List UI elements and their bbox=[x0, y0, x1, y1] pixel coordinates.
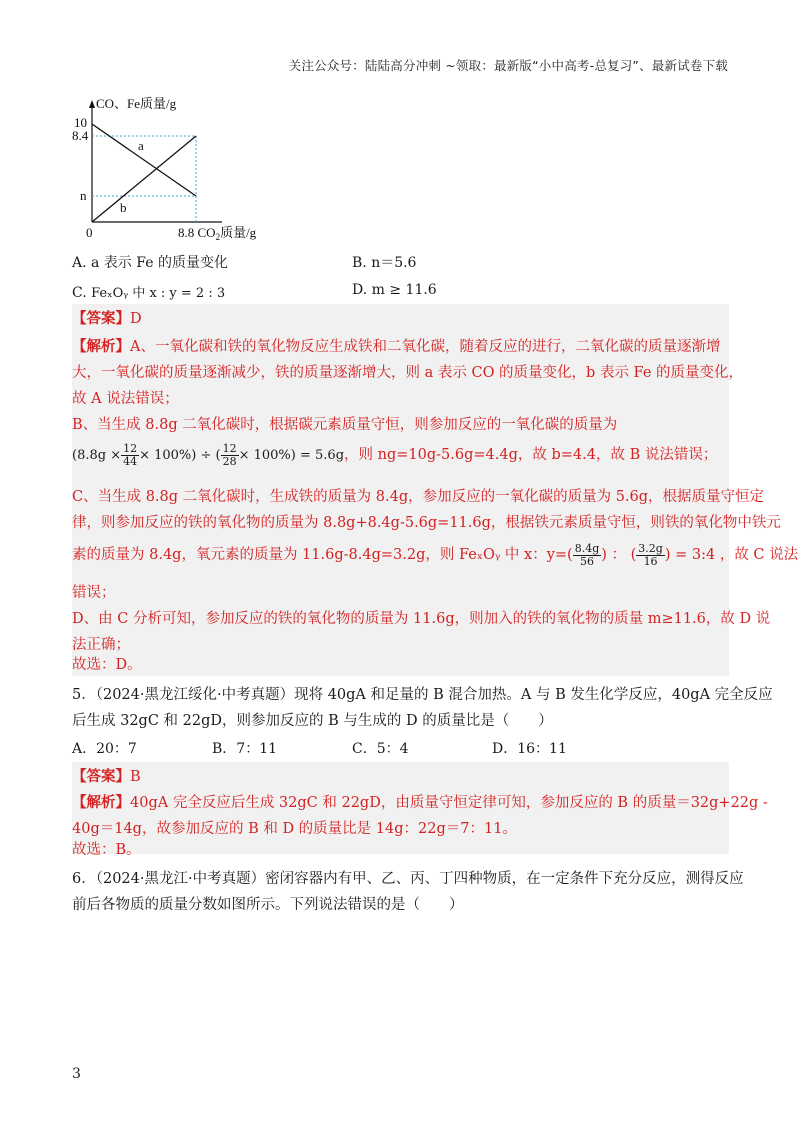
q4-expl-line-1 bbox=[72, 340, 720, 355]
q4-expl-line-5 bbox=[72, 438, 717, 472]
q5-option-b: B．7：11 bbox=[212, 741, 278, 757]
tick-0: 0 bbox=[86, 225, 93, 240]
q4-expl-tag: 【解析】 bbox=[72, 338, 130, 355]
q4-expl-line-6: C、当生成 8.8g 二氧化碳时，生成铁的质量为 8.4g，参加反应的一氧化碳的质量为 5.6g，根据质量守恒定 bbox=[72, 489, 765, 505]
label-b: b bbox=[120, 200, 127, 215]
frac-numerator: 12 bbox=[123, 441, 138, 455]
q4-expl-line-11: 法正确； bbox=[72, 637, 130, 653]
q5-expl-text-1: 40gA 完全反应后生成 32gC 和 22gD，由质量守恒定律可知，参加反应的 B 的质量＝32g+22g - bbox=[130, 795, 768, 811]
q4-answer-value: D bbox=[130, 311, 142, 327]
fraction-3-2-16 bbox=[636, 543, 665, 567]
q5-expl-tag: 【解析】 bbox=[72, 794, 130, 811]
q4-answer-tag: 【答案】 bbox=[72, 310, 130, 327]
tick-10: 10 bbox=[74, 115, 87, 130]
tick-8-4: 8.4 bbox=[72, 128, 89, 143]
q5-expl-line-1 bbox=[72, 796, 768, 811]
y-axis-label: CO、Fe质量/g bbox=[96, 96, 177, 111]
line-a bbox=[92, 124, 196, 196]
y-axis-arrow-icon bbox=[89, 100, 95, 108]
page-header: 关注公众号：陆陆高分冲刺 ~领取：最新版“小中高考-总复习”、最新试卷下载 bbox=[288, 58, 728, 73]
q4-expl-text-8c: ) = 3:4 ，故 C 说法 bbox=[664, 546, 799, 563]
q4-expl-text-5: ，则 ng=10g-5.6g=4.4g，故 b=4.4，故 B 说法错误； bbox=[344, 446, 718, 463]
q5-expl-line-3: 故选：B。 bbox=[72, 842, 141, 858]
line-b bbox=[92, 136, 196, 222]
q4-expl-line-4: B、当生成 8.8g 二氧化碳时，根据碳元素质量守恒，则参加反应的一氧化碳的质量为 bbox=[72, 417, 618, 433]
fraction-12-44 bbox=[121, 443, 139, 467]
formula-part-1: (8.8g × bbox=[72, 447, 122, 463]
q6-stem-line-2: 前后各物质的质量分数如图所示。下列说法错误的是（ ） bbox=[72, 897, 464, 913]
q4-answer bbox=[72, 312, 142, 327]
q5-option-a: A．20：7 bbox=[72, 741, 137, 757]
q5-expl-line-2: 40g＝14g，故参加反应的 B 和 D 的质量比是 14g：22g＝7：11。 bbox=[72, 821, 517, 837]
frac-numerator: 8.4g bbox=[574, 541, 600, 555]
q4-expl-line-3: 故 A 说法错误； bbox=[72, 391, 179, 407]
q5-stem-line-1: 5．（2024·黑龙江绥化·中考真题）现将 40gA 和足量的 B 混合加热。A 与 B 发生化学反应，40gA 完全反应 bbox=[72, 687, 773, 703]
option-c bbox=[72, 282, 225, 301]
mass-graph-svg bbox=[72, 96, 292, 246]
q4-expl-line-7: 律，则参加反应的铁的氧化物的质量为 8.8g+8.4g-5.6g=11.6g，根据铁元素质量守恒，则铁的氧化物中铁元 bbox=[72, 515, 781, 531]
q5-option-c: C．5：4 bbox=[352, 741, 409, 757]
q4-expl-line-12: 故选：D。 bbox=[72, 657, 142, 673]
mass-graph bbox=[72, 96, 292, 246]
frac-denominator: 56 bbox=[579, 554, 594, 568]
q4-expl-line-8 bbox=[72, 538, 798, 572]
q4-expl-line-10: D、由 C 分析可知，参加反应的铁的氧化物的质量为 11.6g，则加入的铁的氧化物的质量 m≥11.6，故 D 说 bbox=[72, 611, 771, 627]
q5-stem-line-2: 后生成 32gC 和 22gD，则参加反应的 B 与生成的 D 的质量比是（ ） bbox=[72, 713, 553, 729]
option-c-formula: FeₓOᵧ 中 x : y = 2 : 3 bbox=[91, 286, 226, 301]
q4-expl-line-9: 错误； bbox=[72, 585, 116, 601]
tick-n: n bbox=[80, 188, 87, 203]
option-a: A. a 表示 Fe 的质量变化 bbox=[72, 255, 228, 271]
page-number: 3 bbox=[72, 1066, 81, 1082]
option-d: D. m ≥ 11.6 bbox=[352, 282, 437, 298]
frac-numerator: 12 bbox=[222, 441, 237, 455]
q4-expl-text-1: A、一氧化碳和铁的氧化物反应生成铁和二氧化碳，随着反应的进行，二氧化碳的质量逐渐增 bbox=[130, 339, 721, 355]
label-a: a bbox=[138, 138, 144, 153]
q6-stem-line-1: 6．（2024·黑龙江·中考真题）密闭容器内有甲、乙、丙、丁四种物质，在一定条件下充分反应，测得反应 bbox=[72, 871, 744, 887]
formula-part-2: × 100%) ÷ ( bbox=[139, 447, 221, 463]
option-b: B. n＝5.6 bbox=[352, 255, 417, 271]
q4-expl-line-2: 大，一氧化碳的质量逐渐减少，铁的质量逐渐增大，则 a 表示 CO 的质量变化，b 表示 Fe 的质量变化， bbox=[72, 365, 744, 381]
option-c-prefix: C. bbox=[72, 285, 92, 301]
q4-expl-text-8a: 素的质量为 8.4g，氧元素的质量为 11.6g-8.4g=3.2g，则 FeₓOᵧ 中 x：y=( bbox=[72, 546, 573, 563]
q5-answer bbox=[72, 770, 141, 785]
frac-denominator: 44 bbox=[123, 454, 138, 468]
frac-numerator: 3.2g bbox=[638, 541, 663, 555]
q5-answer-value: B bbox=[130, 769, 141, 785]
q5-answer-tag: 【答案】 bbox=[72, 768, 130, 785]
fraction-12-28 bbox=[221, 443, 239, 467]
x-axis-label: 8.8 $CO_2$质量/g bbox=[178, 225, 257, 242]
frac-denominator: 28 bbox=[222, 454, 237, 468]
fraction-8-4-56 bbox=[573, 543, 602, 567]
frac-denominator: 16 bbox=[643, 554, 658, 568]
formula-part-3: × 100%) = 5.6g bbox=[238, 447, 345, 463]
q4-expl-text-8b: ) ： ( bbox=[601, 546, 637, 563]
q5-option-d: D．16：11 bbox=[492, 741, 567, 757]
